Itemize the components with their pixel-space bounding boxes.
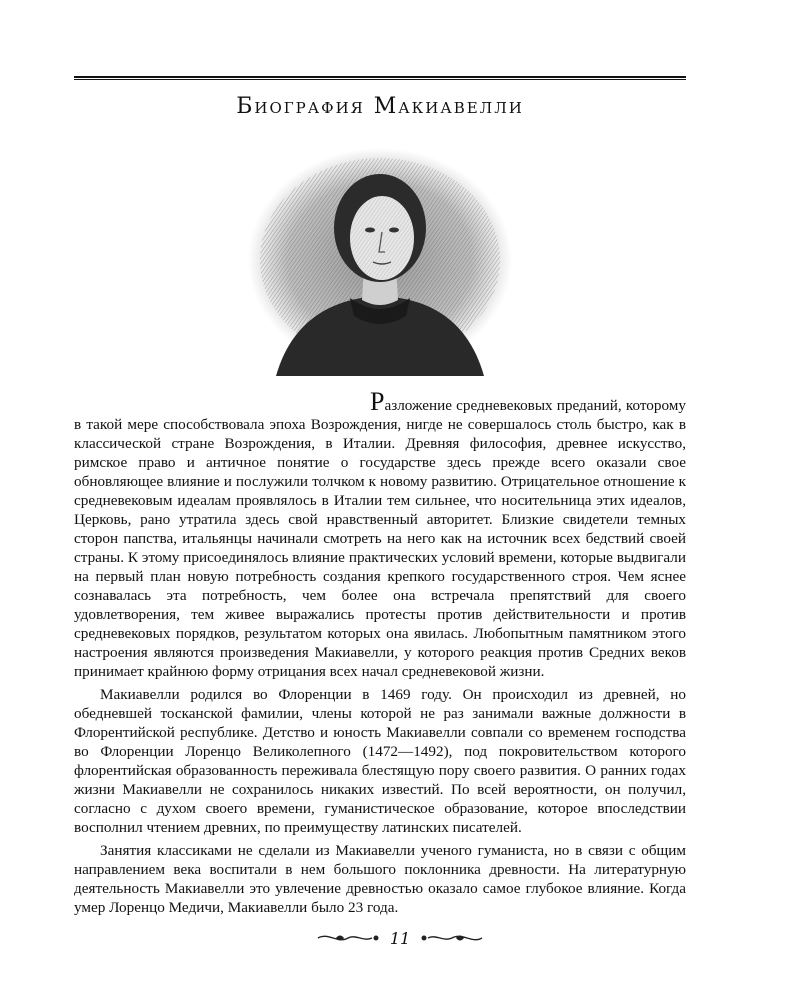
page-number: 11	[389, 928, 411, 948]
paragraph-1	[74, 387, 686, 681]
page-footer	[0, 926, 800, 950]
paragraph-3: Занятия классиками не сделали из Макиавелли ученого гуманиста, но в связи с общим направлением века воспитали в нем большого поклонника древности. На литературную деятельность Макиавелли это увлечение древностью оказало самое глубокое влияние. Когда умер Лоренцо Медичи, Макиавелли было 23 года.	[74, 842, 686, 916]
ornament-right-icon	[420, 931, 484, 945]
ornament-left-icon	[316, 931, 380, 945]
portrait-engraving	[246, 148, 514, 376]
body-text	[74, 387, 686, 921]
page-title: Биография Макиавелли	[236, 94, 524, 119]
paragraph-2: Макиавелли родился во Флоренции в 1469 году. Он происходил из древней, но обедневшей тосканской фамилии, члены которой не раз занимали важные должности в Флорентийской республике. Детство и юность Макиавелли совпали со временем господства во Флоренции Лоренцо Великолепного (1472—1492), под покровительством которого флорентийская образованность переживала блестящую пору своего развития. О ранних годах жизни Макиавелли не сохранилось никаких известий. По всей вероятности, он получил, согласно с духом своего времени, гуманистическое образование, которое впоследствии восполнил чтением древних, по преимуществу латинских писателей.	[74, 686, 686, 836]
drop-cap: Р	[370, 387, 385, 416]
paragraph-1-text: азложение средневековых преданий, которому в такой мере способствовала эпоха Возрождения, нигде не совершалось столь быстро, как в классической стране Возрождения, в Италии. Древняя философия, древнее искусство, римское право и античное понятие о государстве здесь прежде всего оказали свое обновляющее влияние и послужили толчком к новому развитию. Отрицательное отношение к средневековым идеалам проявлялось в Италии тем сильнее, что носительница этих идеалов, Церковь, рано утратила здесь свой нравственный авторитет. Близкие свидетели темных сторон папства, итальянцы начинали смотреть на него как на источник всех бедствий своей страны. К этому присоединялось влияние практических условий времени, которые выдвигали на первый план новую потребность создания крепкого государственного строя. Чем яснее сознавалась эта потребность, чем более она встречала препятствий для своего удовлетворения, тем живее выражались протесты против действительности и против средневековых порядков, результатом которых она явилась. Любопытным памятником этого настроения являются произведения Макиавелли, у которого реакция против Средних веков принимает крайнюю форму отрицания всех начал средневековой жизни.	[74, 397, 686, 680]
top-rule	[74, 76, 686, 80]
